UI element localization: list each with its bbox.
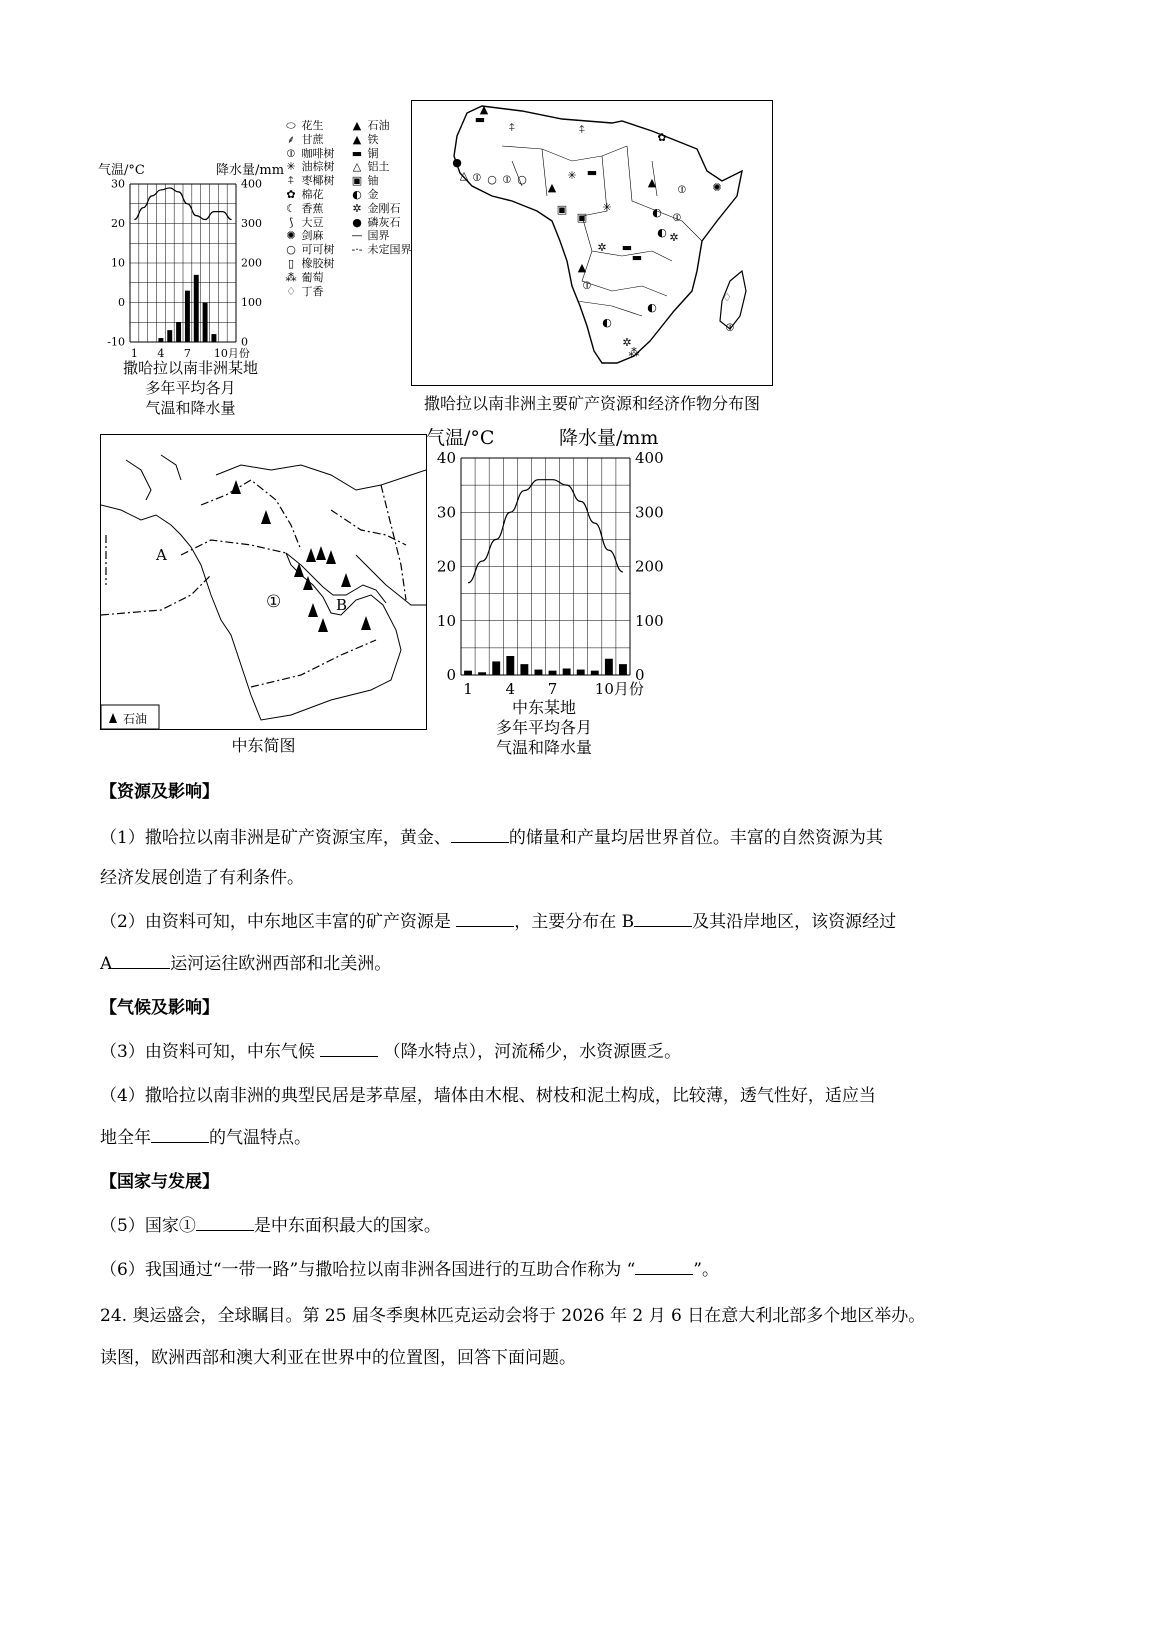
legend-label: 可可树 (298, 243, 335, 257)
precip-tick-label: 100 (241, 296, 262, 310)
mideast-map-svg (101, 435, 426, 729)
text: 及其沿岸地区，该资源经过 (692, 912, 897, 932)
bauxite-icon: △ (459, 169, 469, 182)
date-palm-icon: ⍏ (508, 121, 516, 134)
sisal-icon: ✺ (286, 229, 296, 243)
legend-label: 花生 (298, 119, 324, 132)
mideast-climate-caption (464, 698, 624, 758)
oil-icon (261, 510, 271, 524)
africa-legend (284, 120, 414, 340)
question-3 (100, 1040, 681, 1064)
text: A (100, 954, 113, 974)
label-country-1: ① (266, 592, 282, 612)
temp-tick-label: 10 (111, 256, 125, 270)
gold-icon: ◐ (652, 206, 662, 219)
cotton-icon: ✿ (657, 131, 667, 144)
answer-blank[interactable] (196, 1216, 254, 1231)
question-6 (100, 1258, 719, 1282)
month-tick-label: 1 (463, 680, 473, 698)
oil-icon (306, 548, 316, 562)
mideast-legend-label: 石油 (123, 712, 148, 726)
africa-map-svg (412, 101, 772, 385)
copper-icon: ▬ (586, 166, 598, 179)
month-tick-label: 4 (505, 680, 516, 698)
mideast-map-caption: 中东简图 (231, 736, 296, 755)
precip-tick-label: 0 (635, 666, 645, 684)
section-resources: 【资源及影响】 (100, 782, 219, 802)
t-axis-title: 气温/°C (426, 427, 495, 449)
legend-label: 葡萄 (298, 270, 324, 284)
legend-label: 金刚石 (364, 201, 401, 215)
date-palm-icon: ⍏ (578, 123, 586, 136)
caption-line: 多年平均各月 (145, 379, 236, 397)
text: （降水特点），河流稀少，水资源匮乏。 (383, 1042, 682, 1062)
coffee-icon: ⦶ (287, 146, 295, 160)
legend-item (284, 148, 335, 160)
legend-item (284, 217, 324, 229)
question-2-line-1 (100, 910, 896, 934)
phosphate-icon: ● (452, 156, 462, 169)
text: 的储量和产量均居世界首位。丰富的自然资源为其 (508, 828, 883, 848)
oil-icon: ▲ (352, 119, 362, 132)
precip-bar (619, 664, 627, 675)
uranium-icon: ▣ (351, 174, 363, 188)
oil-icon: ▲ (647, 176, 657, 189)
coffee-icon: ⦶ (583, 279, 591, 292)
oil-icon: ▲ (547, 181, 557, 194)
cocoa-icon: ○ (487, 173, 497, 186)
precip-tick-label: 300 (635, 503, 664, 522)
question-24-line-2: 读图，欧洲西部和澳大利亚在世界中的位置图，回答下面问题。 (100, 1348, 576, 1368)
precip-bar (158, 338, 163, 342)
caption-line: 中东某地 (511, 698, 576, 717)
month-tick-label: 10月份 (213, 347, 250, 358)
temp-tick-label: 20 (436, 557, 456, 576)
month-tick-label: 4 (157, 347, 165, 358)
uranium-icon: ▣ (556, 203, 568, 216)
precip-tick-label: 300 (241, 217, 262, 231)
oil-icon (361, 616, 371, 630)
legend-item (350, 230, 390, 242)
africa-map (411, 100, 773, 386)
diamond-icon: ✲ (597, 241, 607, 254)
text: ，主要分布在 B (514, 912, 635, 932)
rubber-icon: ▯ (287, 257, 295, 270)
text: 是中东面积最大的国家。 (253, 1216, 441, 1236)
legend-item (284, 175, 335, 187)
legend-label: 丁香 (298, 284, 324, 298)
coffee-icon: ⦶ (503, 173, 511, 186)
legend-item (350, 148, 379, 160)
coffee-icon: ⦶ (473, 171, 481, 184)
mideast-climate-svg (424, 422, 684, 702)
sisal-icon: ✺ (712, 181, 722, 194)
copper-icon: ▬ (631, 251, 643, 264)
legend-item (284, 258, 335, 270)
clove-icon: ♢ (722, 291, 732, 304)
question-24-line-1: 24. 奥运盛会，全球瞩目。第 25 届冬季奥林匹克运动会将于 2026 年 2 月 6 日在意大利北部多个地区举办。 (100, 1306, 926, 1326)
precip-bar (176, 322, 181, 342)
precip-tick-label: 200 (635, 557, 664, 576)
gold-icon: ◐ (647, 301, 657, 314)
undefined-border-icon: -·- (351, 243, 363, 257)
mideast-borders (101, 480, 406, 687)
legend-item (284, 286, 324, 298)
t-axis-title: 气温/°C (98, 163, 145, 178)
precip-tick-label: 0 (241, 335, 248, 349)
answer-blank[interactable] (451, 828, 509, 843)
oil-icon (308, 603, 318, 617)
answer-blank[interactable] (320, 1042, 378, 1057)
date-palm-icon: ⍏ (287, 174, 295, 188)
legend-item (350, 134, 379, 146)
caption-line: 多年平均各月 (495, 718, 592, 737)
bauxite-icon: △ (352, 160, 362, 174)
gold-icon: ◐ (602, 316, 612, 329)
text: （5）国家① (100, 1216, 196, 1236)
coffee-icon: ⦶ (678, 183, 686, 196)
precip-bar (605, 659, 613, 675)
legend-item (350, 120, 390, 132)
gold-icon: ◐ (657, 226, 667, 239)
cocoa-icon: ○ (286, 243, 296, 257)
text: 的气温特点。 (209, 1128, 311, 1148)
month-tick-label: 1 (130, 347, 138, 358)
mideast-map (100, 434, 427, 730)
legend-label: 未定国界 (364, 243, 412, 257)
legend-label: 国界 (364, 229, 390, 243)
soybean-icon: ⟆ (288, 215, 294, 229)
oil-icon: ▲ (577, 261, 587, 274)
answer-blank[interactable] (634, 912, 692, 927)
caption-line: 气温和降水量 (495, 738, 592, 757)
legend-item (350, 189, 379, 201)
legend-label: 金 (364, 188, 379, 201)
sugarcane-icon: ⸙ (286, 132, 296, 146)
iron-icon: ▲ (352, 132, 362, 146)
legend-label: 大豆 (298, 215, 324, 229)
legend-label: 铁 (364, 132, 379, 146)
month-tick-label: 10月份 (594, 680, 644, 698)
africa-climate-svg (98, 158, 298, 358)
grape-icon: ⁂ (285, 270, 297, 284)
legend-label: 铀 (364, 174, 379, 188)
precip-tick-label: 100 (635, 611, 664, 630)
legend-item (284, 230, 324, 242)
precip-bar (535, 670, 543, 675)
diamond-icon: ✲ (622, 336, 632, 349)
cotton-icon: ✿ (286, 188, 296, 201)
legend-label: 枣椰树 (298, 174, 335, 188)
border-icon: — (351, 229, 363, 243)
clove-icon: ♢ (286, 284, 296, 298)
text: （3）由资料可知，中东气候 (100, 1042, 315, 1062)
oil-icon (341, 573, 351, 587)
oil-palm-icon: ✳ (602, 201, 612, 214)
precip-tick-label: 400 (241, 177, 262, 191)
copper-icon: ▬ (621, 241, 633, 254)
precip-bar (506, 656, 514, 675)
oil-icon (318, 618, 328, 632)
answer-blank[interactable] (151, 1128, 209, 1143)
precip-bar (211, 334, 216, 342)
question-4-line-2 (100, 1126, 311, 1150)
legend-item (284, 203, 324, 215)
africa-climate-caption (98, 358, 283, 418)
oil-palm-icon: ✳ (567, 169, 577, 182)
caption-line: 撒哈拉以南非洲某地 (122, 359, 258, 377)
precip-bar (478, 672, 486, 675)
precip-bar (194, 275, 199, 342)
precip-bar (520, 664, 528, 675)
oil-icon (326, 550, 336, 564)
legend-item (350, 175, 379, 187)
temp-tick-label: 20 (111, 217, 125, 231)
legend-label: 磷灰石 (364, 215, 401, 229)
section-climate: 【气候及影响】 (100, 998, 219, 1018)
oil-icon (231, 480, 241, 494)
precip-bar (549, 671, 557, 675)
legend-label: 油棕树 (298, 160, 335, 174)
precip-bar (167, 330, 172, 342)
precip-bar (563, 668, 571, 675)
legend-item (284, 244, 335, 256)
legend-label: 甘蔗 (298, 132, 324, 146)
legend-item (284, 189, 324, 201)
legend-item (350, 244, 412, 256)
peanut-icon: ⬭ (286, 119, 296, 132)
p-axis-title: 降水量/mm (559, 427, 659, 449)
caption-line: 气温和降水量 (145, 399, 236, 417)
africa-outline (454, 106, 742, 363)
question-1-line-2: 经济发展创造了有利条件。 (100, 868, 304, 888)
answer-blank[interactable] (112, 954, 170, 969)
diamond-icon: ✲ (669, 231, 679, 244)
legend-label: 橡胶树 (298, 257, 335, 270)
legend-item (350, 203, 401, 215)
coastlines (101, 455, 426, 720)
temp-tick-label: 0 (118, 296, 125, 310)
temp-tick-label: 30 (111, 177, 125, 191)
temp-tick-label: 10 (436, 611, 456, 630)
legend-item (350, 217, 401, 229)
text: （1）撒哈拉以南非洲是矿产资源宝库，黄金、 (100, 828, 451, 848)
precip-bar (203, 303, 208, 343)
phosphate-icon: ● (352, 215, 362, 229)
question-5 (100, 1214, 441, 1238)
banana-icon: ☾ (286, 201, 296, 215)
cocoa-icon: ○ (517, 173, 527, 186)
uranium-icon: ▣ (576, 211, 588, 224)
legend-item (284, 134, 324, 146)
oil-icon (316, 546, 326, 560)
legend-label: 棉花 (298, 188, 324, 201)
copper-icon: ▬ (351, 146, 363, 160)
precip-bar (185, 291, 190, 342)
grape-icon: ⁂ (628, 346, 640, 359)
label-b: B (336, 596, 348, 614)
mideast-climate-chart (424, 422, 684, 762)
precip-tick-label: 200 (241, 256, 262, 270)
temp-tick-label: -10 (107, 335, 125, 349)
oil-palm-icon: ✳ (286, 160, 296, 174)
text: （6）我国通过“一带一路”与撒哈拉以南非洲各国进行的互助合作称为 “ (100, 1260, 636, 1280)
gold-icon: ◐ (352, 188, 362, 201)
oil-icon: ▲ (479, 103, 489, 116)
month-tick-label: 7 (183, 347, 191, 358)
precip-bar (591, 671, 599, 675)
month-tick-label: 7 (547, 680, 558, 698)
precip-bar (492, 661, 500, 675)
legend-item (284, 272, 324, 284)
precip-tick-label: 400 (635, 449, 664, 467)
legend-label: 剑麻 (298, 229, 324, 243)
answer-blank[interactable] (456, 912, 514, 927)
question-2-line-2 (100, 952, 391, 976)
legend-label: 香蕉 (298, 201, 324, 215)
text: 运河运往欧洲西部和北美洲。 (170, 954, 392, 974)
text: （2）由资料可知，中东地区丰富的矿产资源是 (100, 912, 451, 932)
p-axis-title: 降水量/mm (216, 163, 285, 178)
diamond-icon: ✲ (352, 201, 362, 215)
coffee-icon: ⦶ (726, 321, 734, 334)
legend-item (350, 161, 390, 173)
precip-bar (577, 670, 585, 675)
section-country: 【国家与发展】 (100, 1172, 219, 1192)
legend-item (284, 161, 335, 173)
coffee-icon: ⦶ (673, 211, 681, 224)
legend-label: 铝土 (364, 160, 390, 174)
answer-blank[interactable] (635, 1260, 693, 1275)
legend-label: 石油 (364, 119, 390, 132)
temp-tick-label: 40 (436, 449, 456, 467)
legend-item (284, 120, 324, 132)
copper-icon: ▬ (474, 113, 486, 126)
precip-bar (464, 671, 472, 675)
africa-climate-chart (98, 158, 298, 418)
label-a: A (156, 546, 167, 564)
text: ”。 (693, 1260, 719, 1280)
question-1-line-1 (100, 826, 883, 850)
temp-tick-label: 30 (436, 503, 456, 522)
temp-tick-label: 0 (446, 666, 456, 684)
legend-label: 咖啡树 (298, 146, 335, 160)
text: 地全年 (100, 1128, 151, 1148)
legend-label: 铜 (364, 146, 379, 160)
question-4-line-1: （4）撒哈拉以南非洲的典型民居是茅草屋，墙体由木棍、树枝和泥土构成，比较薄，透气性好，适应当 (100, 1086, 876, 1106)
africa-map-caption: 撒哈拉以南非洲主要矿产资源和经济作物分布图 (423, 394, 760, 413)
